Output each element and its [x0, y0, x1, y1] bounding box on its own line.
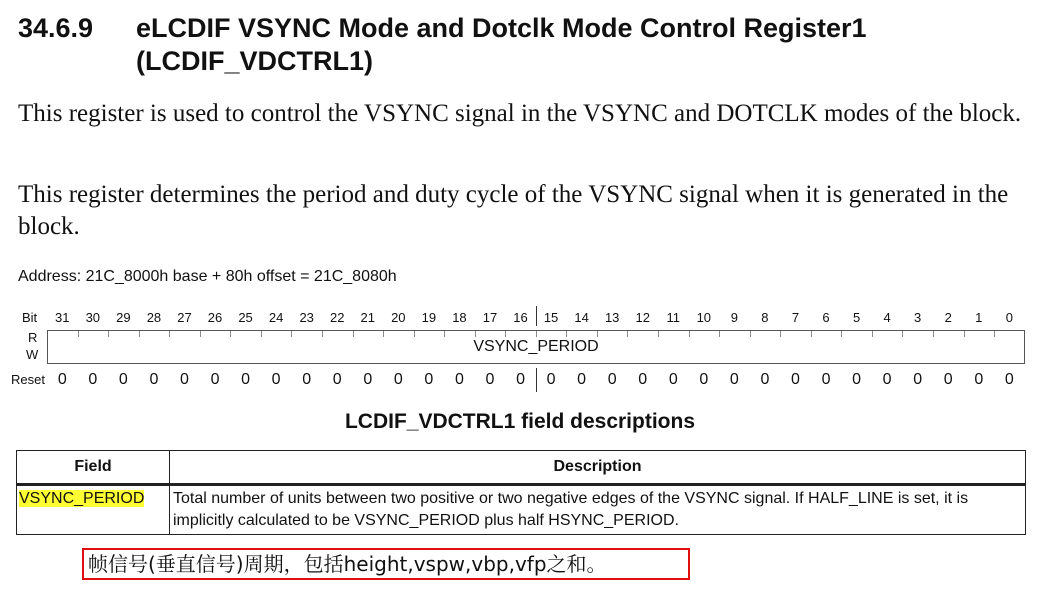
reset-value: 0 — [607, 371, 617, 388]
bit-number: 15 — [543, 310, 559, 325]
section-title: eLCDIF VSYNC Mode and Dotclk Mode Control Register1 — [136, 13, 867, 43]
reset-value: 0 — [516, 371, 525, 388]
bit-number: 25 — [238, 310, 253, 325]
bit-tick — [78, 331, 79, 337]
table-row — [17, 485, 1026, 535]
reset-value: 0 — [241, 371, 251, 388]
bit-number: 20 — [391, 310, 406, 325]
reset-value: 0 — [760, 371, 770, 388]
paragraph-2: This register determines the period and duty cycle of the VSYNC signal when it is generated in the block. — [18, 181, 1009, 240]
reset-value: 0 — [363, 371, 373, 388]
bit-number: 4 — [883, 310, 891, 325]
bit-tick — [291, 331, 292, 337]
bit-number: 10 — [696, 310, 712, 325]
bit-tick — [383, 331, 384, 337]
register-address: Address: 21C_8000h base + 80h offset = 21C_8080h — [18, 268, 397, 285]
bit-number: 11 — [666, 310, 681, 325]
bit-number: 19 — [421, 310, 437, 325]
header-description: Description — [170, 451, 1026, 485]
reset-row-label: Reset — [11, 372, 45, 387]
register-field-box — [47, 330, 1025, 364]
reset-value: 0 — [485, 371, 495, 388]
reset-value: 0 — [943, 371, 953, 388]
reset-value: 0 — [913, 371, 923, 388]
reset-value: 0 — [699, 371, 709, 388]
section-number: 34.6.9 — [18, 13, 94, 43]
reset-value: 0 — [454, 371, 464, 388]
bit-tick — [169, 331, 170, 337]
bit-number: 7 — [791, 310, 800, 325]
reset-value: 0 — [149, 371, 159, 388]
bit-tick — [933, 331, 934, 337]
paragraph-1: This register is used to control the VSYNC signal in the VSYNC and DOTCLK modes of the block. — [18, 100, 1022, 127]
bit-number: 27 — [177, 310, 192, 325]
reset-value: 0 — [546, 371, 556, 388]
reset-value: 0 — [180, 371, 189, 388]
reset-value: 0 — [852, 371, 862, 388]
bit-number: 26 — [207, 310, 223, 325]
bit-tick — [627, 331, 628, 337]
reset-value: 0 — [882, 371, 892, 388]
table-title: LCDIF_VDCTRL1 field descriptions — [344, 410, 696, 433]
bit-number: 18 — [452, 310, 467, 325]
bit-number: 6 — [822, 310, 830, 325]
section-heading — [18, 12, 867, 78]
field-cell — [17, 485, 170, 535]
bit-number: 5 — [852, 310, 861, 325]
reset-value: 0 — [332, 371, 342, 388]
bit-number: 23 — [299, 310, 314, 325]
bit-number: 8 — [761, 310, 769, 325]
reset-value: 0 — [210, 371, 220, 388]
bit-number: 12 — [635, 310, 650, 325]
bit-number: 14 — [574, 310, 589, 325]
reset-value: 0 — [88, 371, 98, 388]
bit-tick — [200, 331, 201, 337]
register-field-vsync-period: VSYNC_PERIOD — [473, 338, 599, 355]
bit-tick — [597, 331, 598, 337]
reset-value: 0 — [424, 371, 434, 388]
bit-tick — [414, 331, 415, 337]
bit-tick — [230, 331, 231, 337]
reset-value: 0 — [791, 371, 800, 388]
bit-tick — [444, 331, 445, 337]
reset-value: 0 — [577, 371, 587, 388]
reset-value: 0 — [729, 371, 739, 388]
field-name-highlight: VSYNC_PERIOD — [19, 490, 145, 507]
reset-value: 0 — [118, 371, 128, 388]
reset-value: 0 — [638, 371, 648, 388]
bit-tick — [872, 331, 873, 337]
bit-tick — [964, 331, 965, 337]
write-label: W — [26, 347, 39, 362]
bit-tick — [505, 331, 506, 337]
half-divider-top — [536, 306, 537, 326]
annotation-note: 帧信号(垂直信号)周期，包括height,vspw,vbp,vfp之和。 — [82, 548, 690, 580]
description-cell: Total number of units between two positive or two negative edges of the VSYNC signal. If HALF_LINE is set, it is implicitly calculated to be VSYNC_PERIOD plus half HSYNC_PERIOD. — [170, 485, 1026, 535]
bit-number: 13 — [604, 310, 620, 325]
bit-number: 31 — [55, 310, 70, 325]
bit-number: 21 — [360, 310, 375, 325]
bit-number: 9 — [730, 310, 738, 325]
bit-tick — [475, 331, 476, 337]
bit-number: 16 — [513, 310, 528, 325]
reset-value: 0 — [821, 371, 831, 388]
bit-tick — [536, 331, 537, 337]
bit-tick — [108, 331, 109, 337]
bit-number: 22 — [329, 310, 345, 325]
table-header-row — [17, 451, 1026, 485]
bit-tick — [353, 331, 354, 337]
bit-tick — [566, 331, 567, 337]
bit-number: 2 — [944, 310, 952, 325]
reset-value: 0 — [271, 371, 281, 388]
bit-tick — [261, 331, 262, 337]
bit-number: 17 — [482, 310, 498, 325]
bit-tick — [719, 331, 720, 337]
bit-number: 1 — [975, 310, 983, 325]
bit-tick — [658, 331, 659, 337]
bit-tick — [689, 331, 690, 337]
bit-tick — [902, 331, 903, 337]
reset-value: 0 — [302, 371, 312, 388]
bit-row-label: Bit — [22, 310, 38, 325]
bit-tick — [139, 331, 140, 337]
bit-tick — [780, 331, 781, 337]
section-subtitle: (LCDIF_VDCTRL1) — [136, 46, 373, 76]
bit-tick — [322, 331, 323, 337]
bit-number: 28 — [146, 310, 162, 325]
bit-tick — [994, 331, 995, 337]
bit-number: 3 — [914, 310, 922, 325]
bit-number: 0 — [1005, 310, 1013, 325]
reset-value: 0 — [57, 371, 67, 388]
reset-value: 0 — [1004, 371, 1014, 388]
bit-number: 30 — [85, 310, 101, 325]
bit-number: 29 — [116, 310, 131, 325]
bit-tick — [750, 331, 751, 337]
field-descriptions-table — [16, 450, 1026, 535]
bit-tick — [841, 331, 842, 337]
header-field: Field — [17, 451, 170, 485]
reset-value: 0 — [668, 371, 678, 388]
reset-value: 0 — [974, 371, 984, 388]
reset-value: 0 — [393, 371, 403, 388]
bit-number: 24 — [268, 310, 284, 325]
bit-tick — [811, 331, 812, 337]
read-label: R — [28, 330, 38, 345]
